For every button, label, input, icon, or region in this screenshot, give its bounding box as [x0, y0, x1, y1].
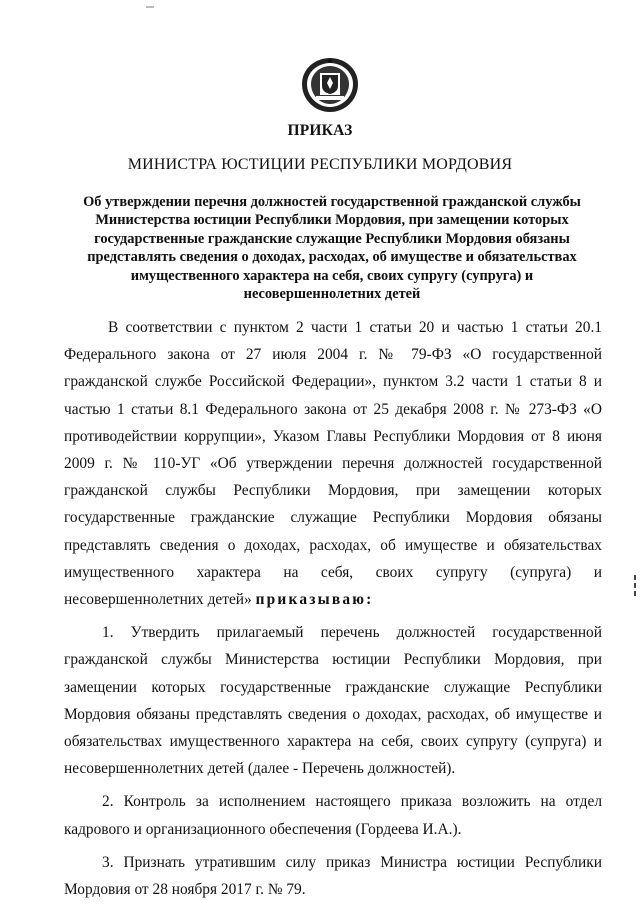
preamble-text: В соответствии с пунктом 2 части 1 статьи 20 и частью 1 статьи 20.1 Федерального закона от 27 июля 2004 г. № 79-ФЗ «О государственной гражданской службе Российской Федерации», пунктом 3.2 части 1 статьи 8 и частью 1 статьи 8.1 Федерального закона от 25 декабря 2008 г. № 273-ФЗ «О противодействии коррупции», Указом Главы Республики Мордовия от 8 июня 2009 г. № 110-УГ «Об утверждении перечня должностей государственной гражданской службы Республики Мордовия, при замещении которых государственные гражданские служащие Республики Мордовия обязаны представлять сведения о доходах, расходах, об имуществе и обязательствах имущественного характера на себя, своих супругу (супруга) и несовершеннолетних детей» — [64, 319, 602, 609]
order-item-3: 3. Признать утратившим силу приказ Министра юстиции Республики Мордовия от 28 ноября 2017 г. № 79. — [64, 853, 602, 899]
title-line: несовершеннолетних детей — [243, 286, 421, 303]
order-word: приказываю: — [255, 591, 374, 609]
document-body — [64, 314, 602, 909]
title-line: государственные гражданские служащие Республики Мордовия обязаны — [94, 230, 570, 247]
scan-edge-mark — [633, 575, 637, 597]
document-heading: ПРИКАЗ — [287, 122, 353, 139]
order-item-1: 1. Утвердить прилагаемый перечень должностей государственной гражданской службы Министерства юстиции Республики Мордовия, при замещении которых государственные гражданские служащие Республики Мордовия обязаны представлять сведения о доходах, расходах, об имуществе и обязательствах имущественного характера на себя, своих супругу (супруга) и несовершеннолетних детей (далее - Перечень должностей). — [64, 624, 602, 778]
title-line: представлять сведения о доходах, расходах, об имуществе и обязательствах — [87, 249, 577, 266]
order-item-2: 2. Контроль за исполнением настоящего приказа возложить на отдел кадрового и организационного обеспечения (Гордеева И.А.). — [64, 793, 602, 838]
coat-of-arms-emblem — [298, 56, 362, 114]
title-line: имущественного характера на себя, своих супругу (супруга) и — [130, 267, 534, 284]
ministry-name: МИНИСТРА ЮСТИЦИИ РЕСПУБЛИКИ МОРДОВИЯ — [127, 156, 513, 173]
title-line: Министерства юстиции Республики Мордовия, при замещении которых — [95, 212, 569, 229]
preamble-paragraph — [64, 314, 602, 613]
title-line: Об утверждении перечня должностей государственной гражданской службы — [83, 194, 581, 210]
document-title — [58, 193, 606, 303]
scan-mark — [146, 6, 154, 8]
